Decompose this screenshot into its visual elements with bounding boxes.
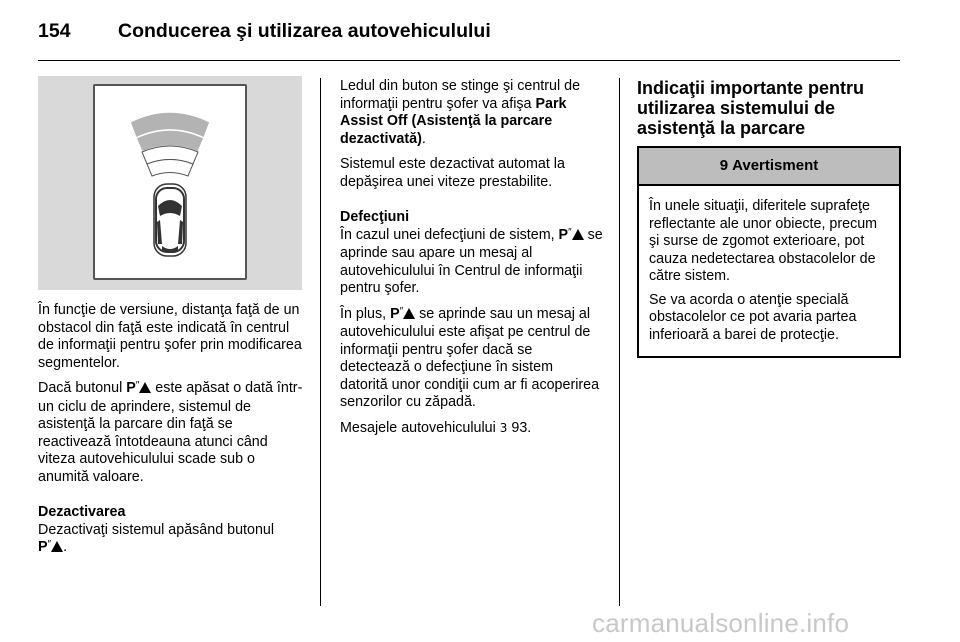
warning-triangle-icon: 9: [719, 157, 729, 175]
paragraph-led-off: [340, 78, 604, 148]
symbol-p: P: [38, 539, 48, 555]
warning-paragraph-2: Se va acorda o atenţie specială obstacolelor ce pot avaria partea inferioară a barei de protecţie.: [649, 291, 857, 343]
paragraph-snow: [340, 306, 604, 412]
text-run: este apăsat o dată într-un ciclu de aprindere, sistemul de asistenţă la parcare din faţă se reactivează întotdeauna atunci când viteza autovehiculului scade sub o anumită valoare.: [38, 380, 303, 485]
column-divider-2: [619, 78, 620, 606]
symbol-waves: ″: [47, 539, 51, 550]
section-heading-deactivation: Dezactivarea: [38, 504, 126, 520]
park-assist-button-symbol: [390, 306, 415, 322]
message-park-assist-off: Park Assist Off (Asistenţă la parcare dezactivată): [340, 95, 567, 147]
symbol-waves: ″: [568, 226, 571, 238]
symbol-p: P: [390, 305, 400, 322]
text-run: .: [421, 130, 426, 147]
column-divider-1: [320, 78, 321, 606]
text-run: Dacă butonul: [38, 380, 127, 396]
column-3: [637, 78, 901, 358]
page-number: 154: [38, 20, 71, 42]
parking-segments-graphic: [38, 76, 302, 290]
car-symbol-icon: [572, 229, 584, 240]
car-icon: [154, 184, 186, 256]
car-symbol-icon: [403, 308, 415, 319]
parking-assist-illustration: [38, 76, 302, 290]
column-2: [340, 78, 604, 445]
chapter-title: Conducerea şi utilizarea autovehiculului: [118, 20, 491, 42]
cross-reference[interactable]: [340, 420, 604, 438]
warning-body: [639, 186, 899, 356]
warning-paragraph-1: În unele situaţii, diferitele suprafeţe reflectante ale unor obiecte, precum şi surse de zgomot exterioare, pot cauza nedetectarea obstacolelor de către sistem.: [649, 198, 878, 284]
paragraph-faults: [340, 227, 604, 298]
header-divider: [38, 60, 900, 61]
warning-title: Avertisment: [732, 157, 819, 175]
text-run: Mesajele autovehiculului: [340, 419, 500, 436]
page-header: [38, 20, 491, 50]
text-run: .: [63, 539, 68, 555]
symbol-waves: ″: [135, 380, 139, 391]
paragraph-segments: În funcţie de versiune, distanţa faţă de un obstacol din faţă este indicată în centrul de informaţii pentru şofer prin modificarea segmentelor.: [38, 302, 302, 371]
reference-page: 93.: [507, 419, 532, 436]
paragraph-auto-deactivation: Sistemul este dezactivat automat la depăşirea unei viteze prestabilite.: [340, 156, 565, 190]
paragraph-deactivation: [38, 522, 306, 558]
text-run: În plus,: [340, 305, 391, 322]
car-symbol-icon: [51, 541, 63, 552]
section-heading-faults: Defecţiuni: [340, 209, 410, 225]
symbol-p: P: [558, 226, 569, 243]
text-run: Dezactivaţi sistemul apăsând butonul: [38, 521, 275, 538]
symbol-waves: ″: [399, 305, 403, 317]
park-assist-button-symbol: [126, 380, 151, 396]
text-run: În cazul unei defecţiuni de sistem,: [340, 226, 559, 243]
reference-arrow-icon: 3: [499, 420, 508, 435]
warning-header: [639, 148, 899, 186]
park-assist-button-symbol: [559, 227, 584, 243]
park-assist-button-symbol: [38, 539, 63, 555]
text-run: Ledul din buton se stinge şi centrul de informaţii pentru şofer va afişa: [340, 78, 581, 112]
distance-segment-near-2: [147, 160, 193, 177]
paragraph-button-reactivation: [38, 380, 306, 486]
watermark: carmanualsonline.info: [592, 608, 850, 638]
text-run: se aprinde sau un mesaj al autovehiculului este afişat pe centrul de informaţii pentru şofer dacă se detectează o defecţiune în sistem datorită unor condiţii cum ar fi acoperirea senzorilor cu zăpadă.: [340, 305, 600, 410]
car-symbol-icon: [139, 382, 151, 393]
section-heading-important-notes: Indicaţii importante pentru utilizarea sistemului de asistenţă la parcare: [637, 78, 865, 138]
column-1: [38, 302, 306, 566]
warning-box: [637, 146, 901, 358]
symbol-p: P: [126, 380, 136, 396]
text-run: se aprinde sau apare un mesaj al autovehiculului în Centrul de informaţii pentru şofer.: [340, 226, 603, 296]
